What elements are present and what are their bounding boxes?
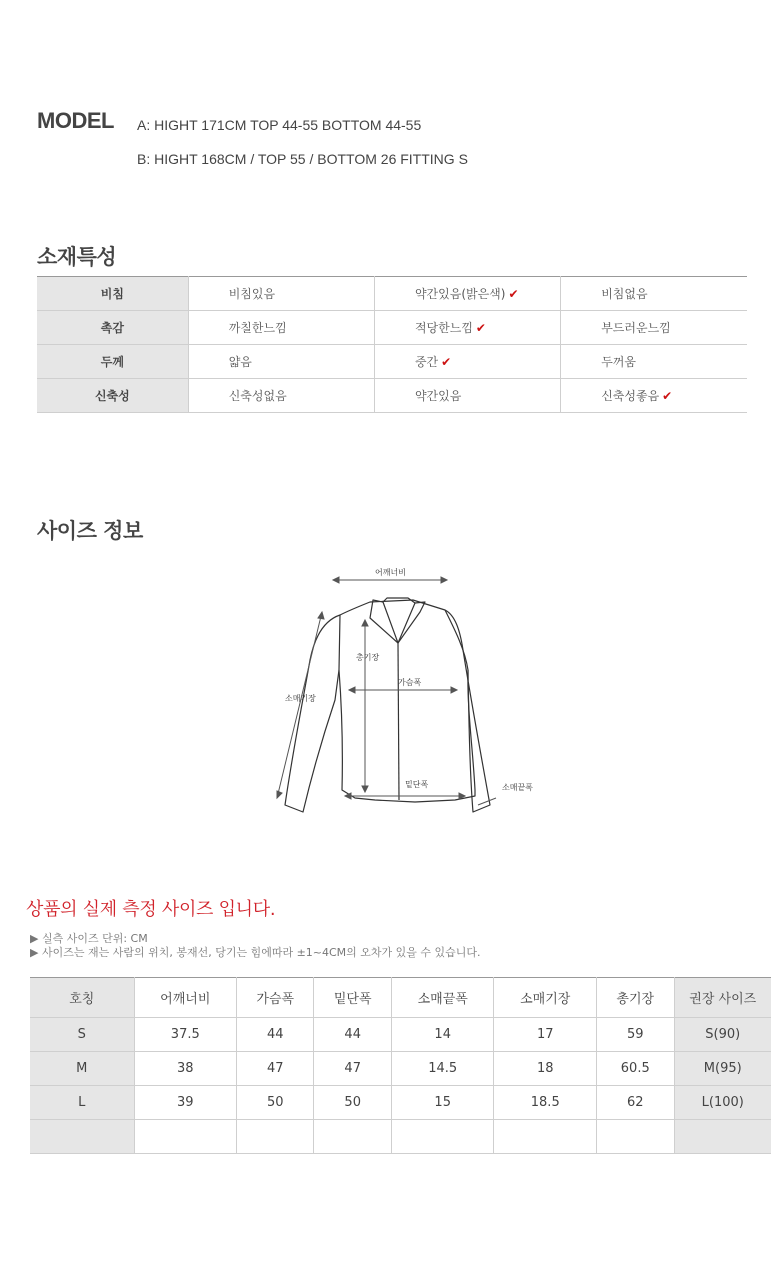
check-icon: ✔: [475, 321, 486, 335]
note-tolerance: ▶ 사이즈는 재는 사람의 위치, 봉재선, 당기는 힘에따라 ±1~4CM의 오차가 있을 수 있습니다.: [30, 946, 481, 959]
material-option-label: 신축성없음: [228, 389, 287, 403]
size-table-column-header: 권장 사이즈: [674, 978, 771, 1018]
material-option: [188, 311, 374, 345]
material-option: [188, 379, 374, 413]
check-icon: ✔: [508, 287, 519, 301]
size-table-column-header: 소매끝폭: [391, 978, 494, 1018]
size-table-row: [30, 1018, 771, 1052]
size-table-cell: [30, 1120, 134, 1154]
material-option: [374, 379, 560, 413]
size-table-cell: [134, 1120, 237, 1154]
size-table-cell: [674, 1120, 771, 1154]
material-option: [374, 277, 560, 311]
note-unit: ▶ 실측 사이즈 단위: CM: [30, 932, 148, 945]
size-table-cell: 39: [134, 1086, 237, 1120]
size-table-cell: M: [30, 1052, 134, 1086]
actual-size-notice: 상품의 실제 측정 사이즈 입니다.: [26, 899, 276, 920]
size-table-cell: [237, 1120, 314, 1154]
material-option-label: 비침있음: [228, 287, 276, 301]
size-table-cell: 14.5: [391, 1052, 494, 1086]
size-table-cell: S: [30, 1018, 134, 1052]
label-shoulder: 어깨너비: [375, 568, 406, 577]
size-table-cell: 37.5: [134, 1018, 237, 1052]
size-table-cell: [314, 1120, 391, 1154]
size-table-cell: 44: [237, 1018, 314, 1052]
material-option-label: 비침없음: [601, 287, 648, 301]
size-table-cell: 60.5: [597, 1052, 674, 1086]
size-table-column-header: 호칭: [30, 978, 134, 1018]
material-option-label: 약간있음(밝은색): [414, 287, 506, 301]
check-icon: ✔: [662, 389, 673, 403]
material-option-label: 부드러운느낌: [601, 321, 671, 335]
size-table-row: [30, 1052, 771, 1086]
size-table-cell: [494, 1120, 597, 1154]
garment-measurement-diagram: [265, 560, 565, 830]
label-cuff: 소매끝폭: [502, 783, 533, 792]
size-table-header: [30, 978, 771, 1018]
size-table-cell: 50: [314, 1086, 391, 1120]
size-table-cell: 15: [391, 1086, 494, 1120]
size-table-cell: 44: [314, 1018, 391, 1052]
size-table-cell: 47: [314, 1052, 391, 1086]
size-table-cell: 14: [391, 1018, 494, 1052]
size-table-cell: 50: [237, 1086, 314, 1120]
material-option-label: 적당한느낌: [414, 321, 473, 335]
size-table-column-header: 밑단폭: [314, 978, 391, 1018]
size-table-column-header: 어깨너비: [134, 978, 237, 1018]
size-table-cell: 59: [597, 1018, 674, 1052]
size-table-column-header: 가슴폭: [237, 978, 314, 1018]
material-option: [561, 345, 747, 379]
material-option: [188, 345, 374, 379]
material-table: [37, 276, 747, 413]
size-table-cell: 18.5: [494, 1086, 597, 1120]
size-table-cell: L(100): [674, 1086, 771, 1120]
material-option: [188, 277, 374, 311]
label-total-length: 총기장: [356, 653, 380, 662]
model-b-info: B: HIGHT 168CM / TOP 55 / BOTTOM 26 FITTING S: [137, 151, 468, 167]
model-a-info: A: HIGHT 171CM TOP 44-55 BOTTOM 44-55: [137, 117, 422, 133]
material-option: [561, 311, 747, 345]
size-table-cell: [597, 1120, 674, 1154]
label-chest: 가슴폭: [398, 678, 422, 687]
size-table-cell: L: [30, 1086, 134, 1120]
size-table-cell: 38: [134, 1052, 237, 1086]
material-row-label: 비침: [37, 277, 188, 311]
material-option-label: 까칠한느낌: [228, 321, 287, 335]
size-table-cell: 47: [237, 1052, 314, 1086]
material-row: [37, 311, 747, 345]
size-table-row: [30, 1120, 771, 1154]
size-table-cell: S(90): [674, 1018, 771, 1052]
material-option: [561, 379, 747, 413]
material-option: [374, 345, 560, 379]
material-option-label: 약간있음: [414, 389, 462, 403]
size-info-section-title: 사이즈 정보: [37, 519, 143, 543]
material-row-label: 신축성: [37, 379, 188, 413]
material-option: [374, 311, 560, 345]
check-icon: ✔: [441, 355, 452, 369]
label-sleeve-length: 소매기장: [285, 694, 316, 703]
size-table-cell: 17: [494, 1018, 597, 1052]
material-section-title: 소재특성: [37, 245, 117, 269]
size-table-column-header: 총기장: [597, 978, 674, 1018]
size-table: [30, 977, 771, 1154]
size-table-cell: 18: [494, 1052, 597, 1086]
size-table-cell: M(95): [674, 1052, 771, 1086]
size-table-cell: [391, 1120, 494, 1154]
material-option-label: 얇음: [228, 355, 252, 369]
material-option-label: 중간: [414, 355, 439, 369]
material-row-label: 촉감: [37, 311, 188, 345]
material-option-label: 신축성좋음: [601, 389, 660, 403]
material-row: [37, 379, 747, 413]
model-label: MODEL: [37, 108, 114, 133]
material-row-label: 두께: [37, 345, 188, 379]
material-row: [37, 345, 747, 379]
size-table-row: [30, 1086, 771, 1120]
label-hem: 밑단폭: [405, 780, 429, 789]
material-option: [561, 277, 747, 311]
size-table-cell: 62: [597, 1086, 674, 1120]
size-table-column-header: 소매기장: [494, 978, 597, 1018]
material-option-label: 두꺼움: [601, 355, 636, 369]
material-row: [37, 277, 747, 311]
